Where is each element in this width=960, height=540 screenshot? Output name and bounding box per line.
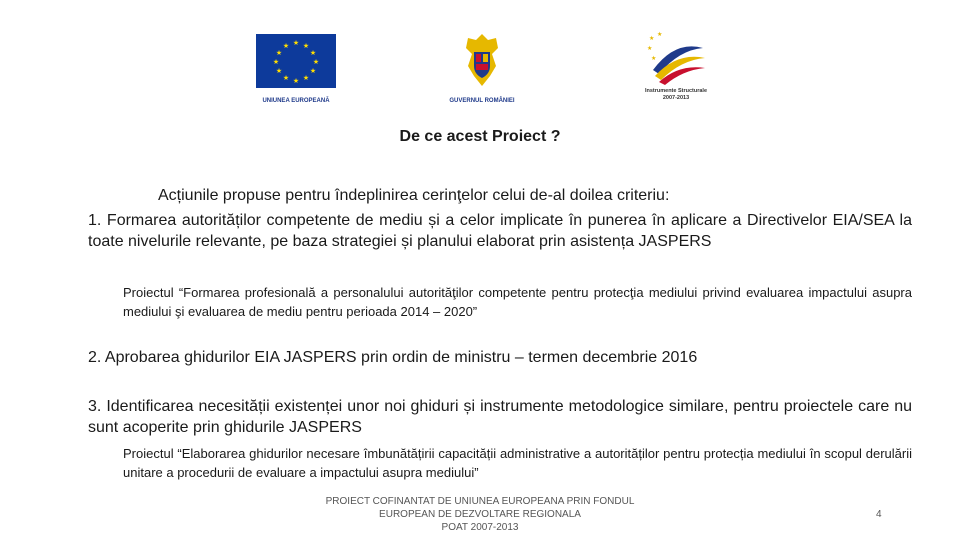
item-3-project: Proiectul “Elaborarea ghidurilor necesare îmbunătățirii capacității administrative a autorităților pentru protecția mediului în scopul derulării unitare a procedurii de evaluare a impactului asupra mediului”: [123, 446, 912, 480]
footer-text: [300, 495, 660, 534]
svg-text:★: ★: [282, 42, 290, 50]
svg-text:★: ★: [657, 31, 663, 38]
si-caption-line2: 2007-2013: [662, 95, 690, 101]
svg-text:★: ★: [651, 55, 657, 62]
item-1-paragraph: 1. Formarea autorităților competente de mediu și a celor implicate în punerea în aplicare a Directivelor EIA/SEA la toate nivelurile relevante, pe baza strategiei și planului elaborat prin asistența JASPERS: [88, 212, 912, 250]
structural-instruments-logo: [645, 30, 707, 86]
footer-line-3: POAT 2007-2013: [441, 522, 519, 533]
svg-text:★: ★: [309, 49, 317, 57]
svg-text:★: ★: [647, 45, 653, 52]
svg-text:★: ★: [275, 49, 283, 57]
svg-text:★: ★: [282, 74, 290, 82]
si-caption-line1: Instrumente Structurale: [644, 88, 708, 94]
svg-text:★: ★: [649, 35, 655, 42]
footer-line-2: EUROPEAN DE DEZVOLTARE REGIONALA: [379, 509, 581, 520]
item-3-paragraph: 3. Identificarea necesității existenței unor noi ghiduri și instrumente metodologice similare, pentru proiectele care nu sunt acoperite prin ghidurile JASPERS: [88, 398, 912, 436]
footer-line-1: PROIECT COFINANTAT DE UNIUNEA EUROPEANA PRIN FONDUL: [325, 496, 635, 507]
svg-text:★: ★: [292, 77, 300, 85]
page-number: 4: [876, 509, 882, 520]
svg-text:★: ★: [312, 58, 320, 66]
item-1-project: Proiectul “Formarea profesională a personalului autorităţilor competente pentru protecţia mediului privind evaluarea impactului asupra mediului şi evaluarea de mediu pentru perioada 2014 – 2020”: [123, 285, 912, 319]
svg-text:★: ★: [309, 67, 317, 75]
eu-flag-logo: [256, 34, 336, 88]
svg-text:★: ★: [302, 42, 310, 50]
svg-text:★: ★: [292, 39, 300, 47]
svg-text:★: ★: [302, 74, 310, 82]
item-2-paragraph: 2. Aprobarea ghidurilor EIA JASPERS prin ordin de ministru – termen decembrie 2016: [88, 349, 698, 366]
svg-text:★: ★: [275, 67, 283, 75]
government-coat-of-arms-logo: [462, 32, 502, 90]
svg-text:★: ★: [272, 58, 280, 66]
structural-instruments-caption: [630, 88, 722, 102]
government-logo-caption: GUVERNUL ROMÂNIEI: [449, 98, 515, 104]
eu-logo-caption: UNIUNEA EUROPEANĂ: [262, 98, 330, 104]
intro-paragraph: Acțiunile propuse pentru îndeplinirea cerinţelor celui de-al doilea criteriu:: [158, 187, 670, 204]
slide-title: De ce acest Proiect ?: [399, 128, 561, 145]
